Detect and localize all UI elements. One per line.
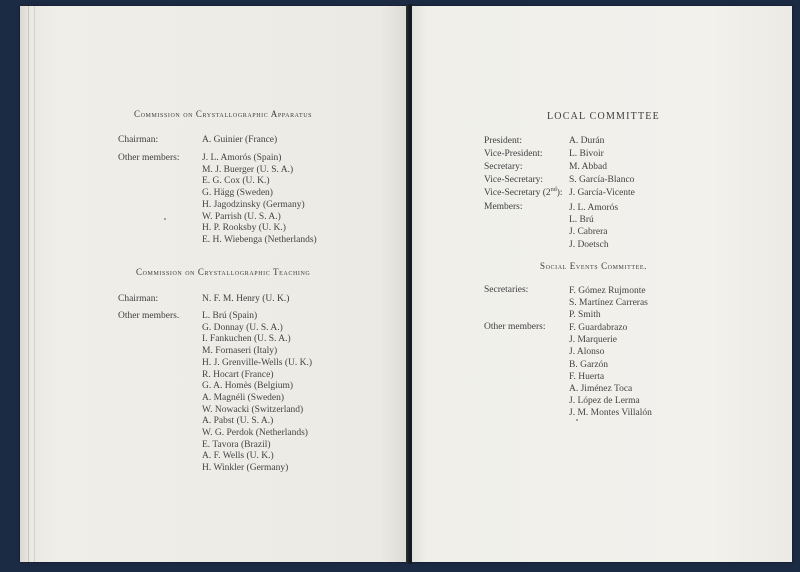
list-item: J. López de Lerma (569, 396, 640, 407)
secretary-label: Secretary: (484, 162, 523, 172)
list-item: F. Gómez Rujmonte (569, 286, 646, 296)
list-item: E. Tavora (Brazil) (202, 439, 271, 450)
list-item: J. L. Amorós (Spain) (202, 153, 282, 163)
paper-speck (576, 419, 578, 421)
local-members-label: Members: (484, 202, 523, 212)
teaching-chairman-label: Chairman: (118, 294, 159, 304)
list-item: L. Brú (569, 215, 594, 226)
president-name: A. Durán (569, 136, 605, 146)
apparatus-chairman-name: A. Guinier (France) (202, 135, 278, 145)
list-item: L. Brú (Spain) (202, 311, 258, 321)
vice-secretary-2nd-label-text: Vice-Secretary (2 (484, 188, 551, 198)
list-item: G. Hägg (Sweden) (202, 188, 273, 199)
list-item: J. M. Montes Villalón (569, 408, 652, 419)
paper-speck (164, 218, 166, 220)
list-item: J. Alonso (569, 347, 605, 358)
vice-secretary-2nd-label-end: ): (556, 188, 563, 198)
apparatus-members-label: Other members: (118, 153, 180, 163)
secretary-name: M. Abbad (569, 162, 607, 172)
list-item: W. G. Perdok (Netherlands) (202, 428, 308, 439)
secretaries-list (569, 285, 648, 322)
list-item: E. H. Wiebenga (Netherlands) (202, 234, 317, 245)
list-item: G. Donnay (U. S. A.) (202, 322, 283, 333)
teaching-members-list (202, 311, 312, 475)
list-item: I. Fankuchen (U. S. A.) (202, 334, 291, 345)
list-item: F. Huerta (569, 371, 605, 382)
list-item: H. Winkler (Germany) (202, 463, 289, 474)
vice-secretary-label: Vice-Secretary: (484, 175, 544, 185)
list-item: E. G. Cox (U. K.) (202, 176, 270, 187)
president-label: President: (484, 136, 522, 146)
vice-secretary-2nd-label-sup: nd (550, 186, 557, 193)
list-item: P. Smith (569, 310, 601, 321)
list-item: H. J. Grenville-Wells (U. K.) (202, 357, 313, 368)
right-page (412, 6, 792, 562)
vice-secretary-2nd-name: J. García-Vicente (569, 188, 635, 198)
list-item: A. F. Wells (U. K.) (202, 451, 274, 462)
secretaries-label: Secretaries: (484, 285, 529, 295)
teaching-commission-title: Commission on Crystallographic Teaching (136, 267, 311, 277)
teaching-members-label: Other members. (118, 311, 180, 321)
list-item: H. P. Rooksby (U. K.) (202, 223, 286, 234)
list-item: W. Parrish (U. S. A.) (202, 211, 281, 222)
apparatus-chairman-label: Chairman: (118, 135, 159, 145)
list-item: H. Jagodzinsky (Germany) (202, 199, 305, 210)
list-item: J. Marquerie (569, 335, 618, 346)
list-item: G. A. Homès (Belgium) (202, 381, 294, 392)
list-item: J. Doetsch (569, 239, 609, 250)
list-item: A. Magnéli (Sweden) (202, 392, 285, 403)
apparatus-commission-title: Commission on Crystallographic Apparatus (134, 109, 313, 119)
list-item: B. Garzón (569, 359, 609, 370)
list-item: A. Pabst (U. S. A.) (202, 416, 274, 427)
list-item: A. Jiménez Toca (569, 384, 633, 395)
vice-president-label: Vice-President: (484, 149, 543, 159)
list-item: J. L. Amorós (569, 203, 619, 213)
social-members-list (569, 322, 652, 420)
vice-secretary-name: S. García-Blanco (569, 175, 635, 185)
list-item: M. Fornaseri (Italy) (202, 346, 278, 357)
list-item: R. Hocart (France) (202, 369, 274, 380)
list-item: F. Guardabrazo (569, 323, 628, 333)
list-item: W. Nowacki (Switzerland) (202, 404, 304, 415)
vice-president-name: L. Bivoir (569, 149, 604, 159)
list-item: J. Cabrera (569, 227, 608, 238)
social-members-label: Other members: (484, 322, 546, 332)
list-item: S. Martínez Carreras (569, 298, 648, 309)
local-committee-title: LOCAL COMMITTEE (547, 111, 660, 122)
teaching-chairman-name: N. F. M. Henry (U. K.) (202, 294, 290, 304)
left-page (20, 6, 408, 562)
list-item: M. J. Buerger (U. S. A.) (202, 164, 294, 175)
vice-secretary-2nd-label (484, 188, 563, 198)
local-members-list (569, 202, 618, 251)
social-events-title: Social Events Committee. (540, 261, 647, 271)
apparatus-members-list (202, 153, 317, 247)
